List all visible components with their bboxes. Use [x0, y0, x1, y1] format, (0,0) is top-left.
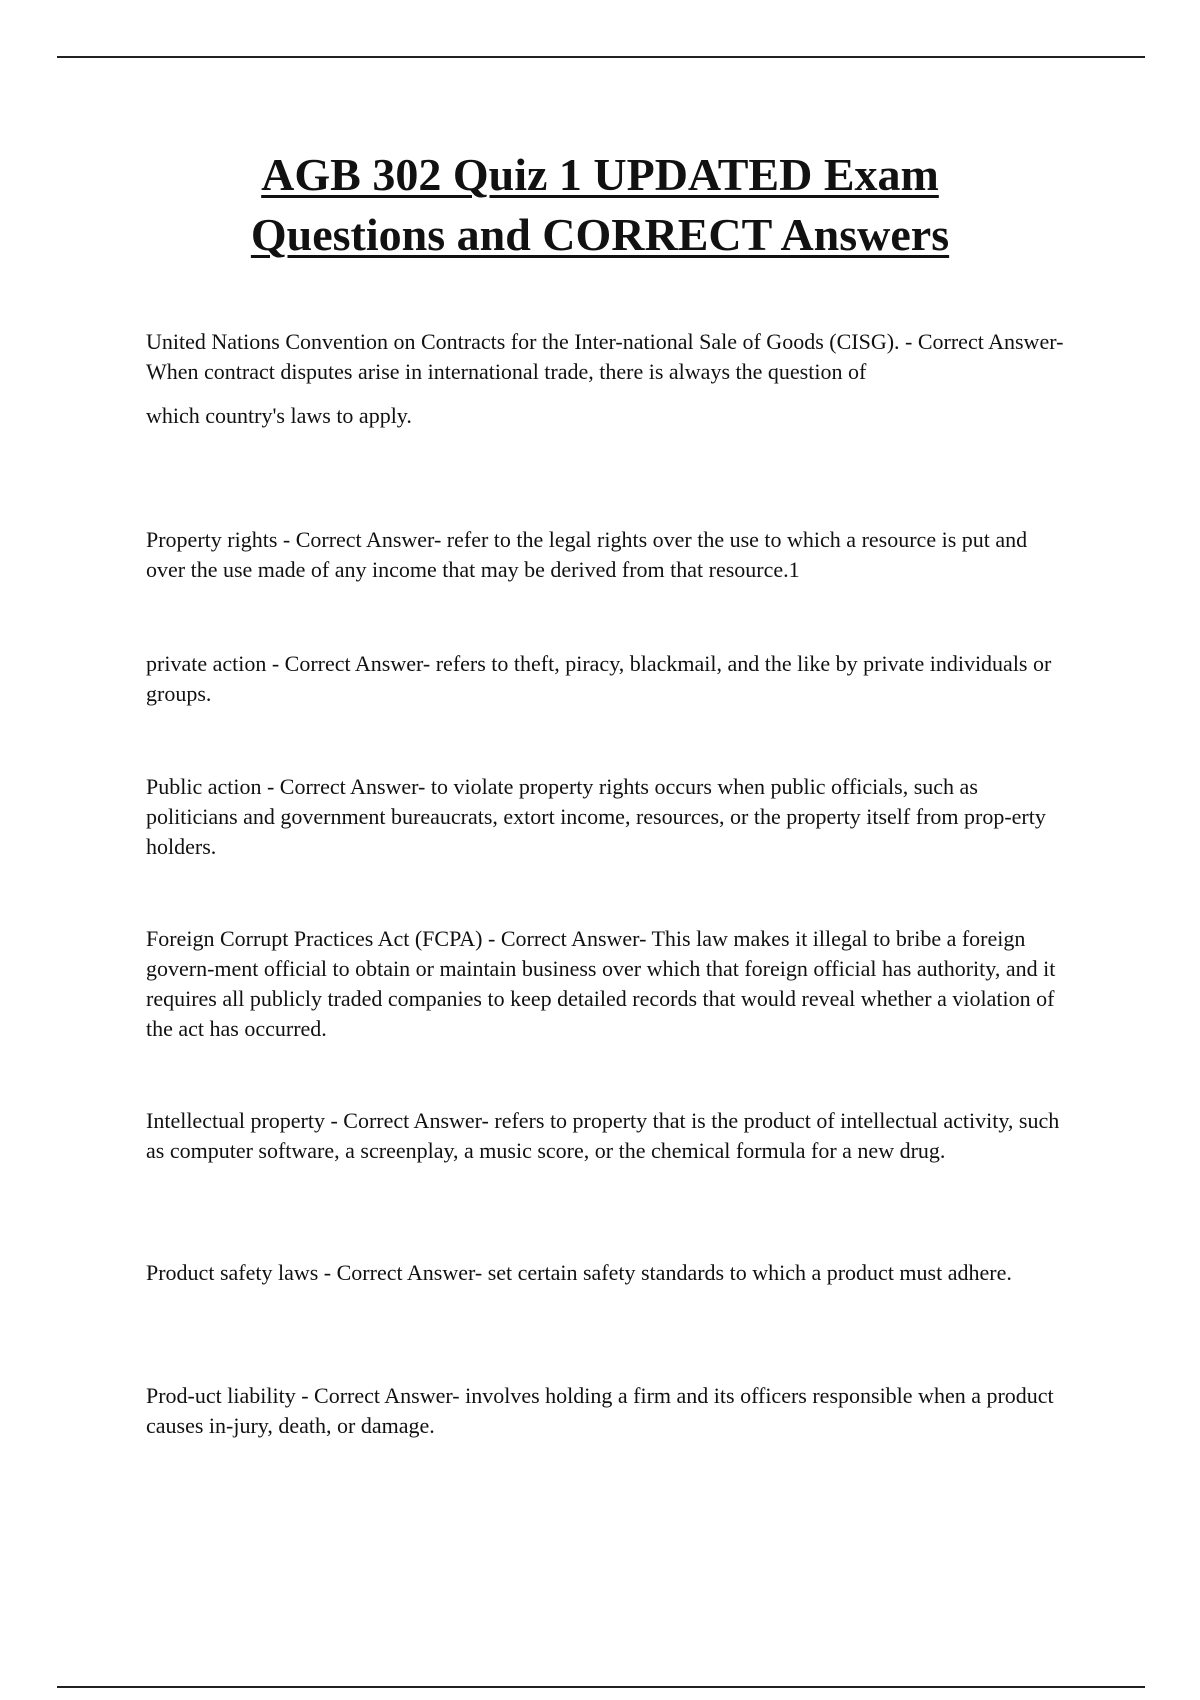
bottom-rule — [57, 1686, 1145, 1688]
qa-entry-product-safety-laws — [146, 1258, 1066, 1288]
qa-entry-cisg — [146, 327, 1066, 431]
top-rule — [57, 56, 1145, 58]
qa-entry-text: private action - Correct Answer- refers to theft, piracy, blackmail, and the like by private individuals or groups. — [146, 651, 1052, 706]
qa-entry-public-action — [146, 772, 1066, 862]
qa-entry-product-liability — [146, 1381, 1066, 1441]
title-line-1: AGB 302 Quiz 1 UPDATED Exam — [261, 149, 939, 200]
qa-entry-continuation: which country's laws to apply. — [146, 403, 412, 428]
qa-entry-intellectual-property — [146, 1106, 1066, 1166]
qa-entry-text: Product safety laws - Correct Answer- set certain safety standards to which a product must adhere. — [146, 1260, 1012, 1285]
qa-entry-text: Public action - Correct Answer- to violate property rights occurs when public officials, such as politicians and government bureaucrats, extort income, resources, or the property itself from prop-erty holders. — [146, 774, 1046, 859]
qa-entry-fcpa — [146, 924, 1066, 1044]
qa-entry-private-action — [146, 649, 1066, 709]
qa-entry-property-rights — [146, 525, 1066, 585]
qa-entry-text: Intellectual property - Correct Answer- refers to property that is the product of intellectual activity, such as computer software, a screenplay, a music score, or the chemical formula for a new drug. — [146, 1108, 1060, 1163]
page-title — [0, 145, 1200, 265]
qa-entry-text: Foreign Corrupt Practices Act (FCPA) - Correct Answer- This law makes it illegal to bribe a foreign govern-ment official to obtain or maintain business over which that foreign official has authority, and it requires all publicly traded companies to keep detailed records that would reveal whether a violation of the act has occurred. — [146, 926, 1056, 1041]
qa-entry-text: Property rights - Correct Answer- refer to the legal rights over the use to which a resource is put and over the use made of any income that may be derived from that resource.1 — [146, 527, 1028, 582]
title-line-2: Questions and CORRECT Answers — [250, 209, 950, 260]
qa-entry-text: Prod-uct liability - Correct Answer- involves holding a firm and its officers responsible when a product causes in-jury, death, or damage. — [146, 1383, 1054, 1438]
qa-entry-text: United Nations Convention on Contracts for the Inter-national Sale of Goods (CISG). - Correct Answer- When contract disputes arise in international trade, there is always the question of — [146, 329, 1064, 384]
